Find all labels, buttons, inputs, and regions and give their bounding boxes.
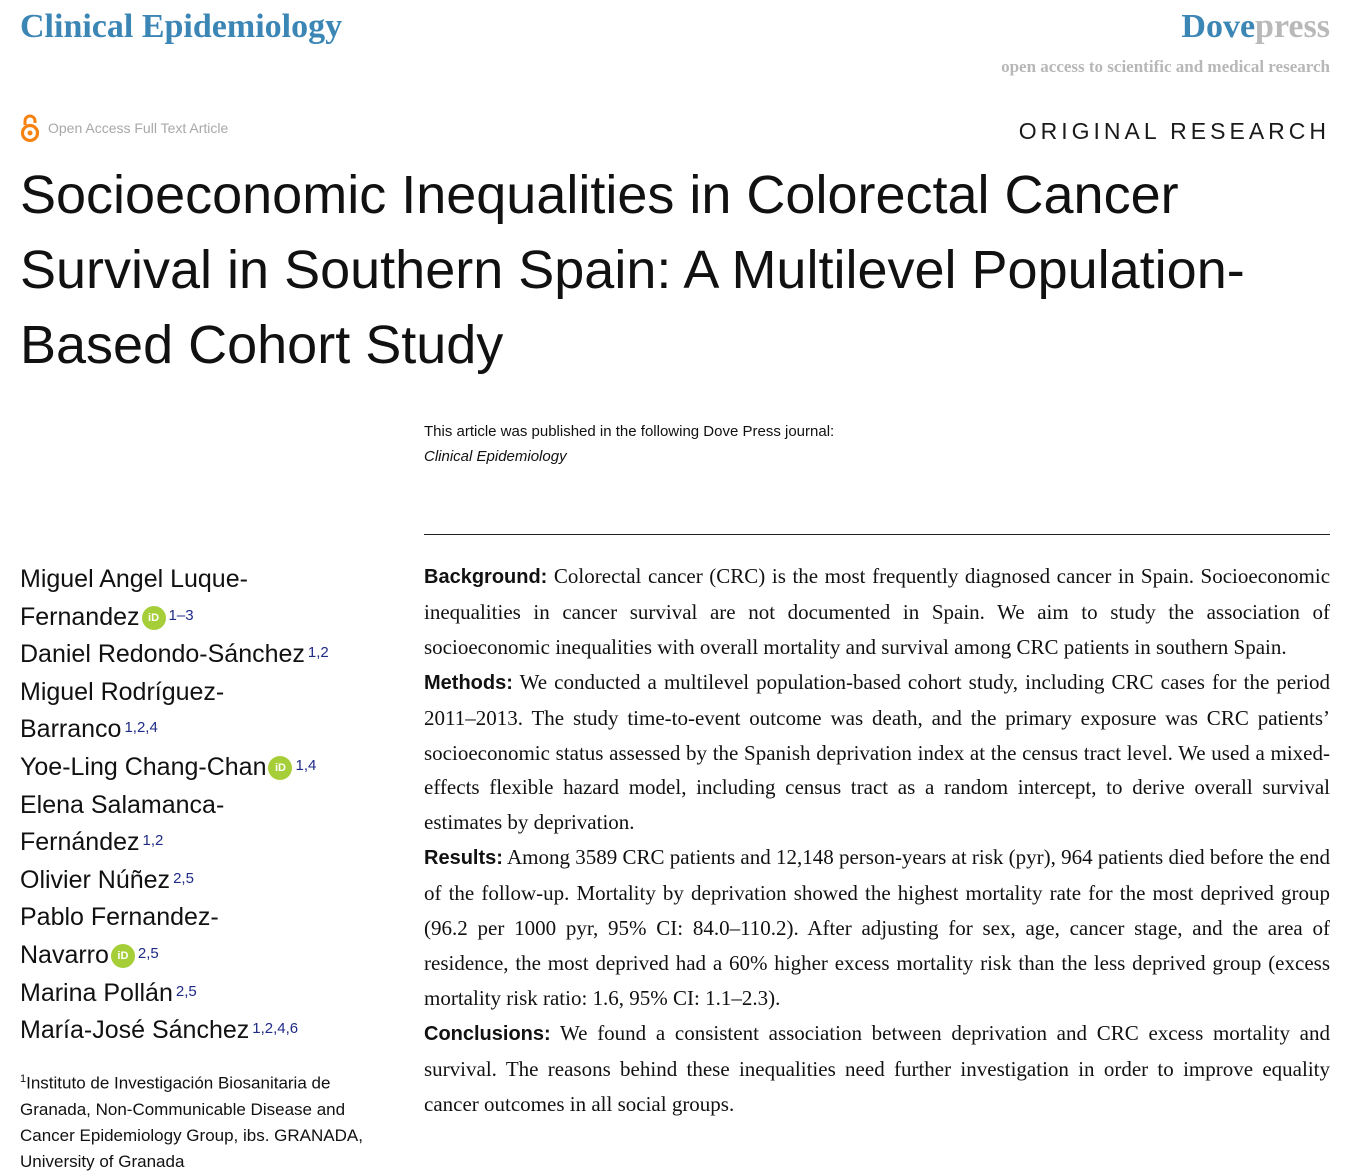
affiliation-marker: 1,4	[295, 756, 317, 774]
affiliation-marker: 2,5	[173, 869, 194, 887]
open-access-label: Open Access Full Text Article	[48, 120, 229, 136]
abstract	[424, 559, 1330, 1122]
article-type: ORIGINAL RESEARCH	[1018, 118, 1330, 144]
author-8	[20, 975, 415, 1013]
affiliation-marker: 1,2,4	[124, 719, 158, 737]
author-name: Miguel Rodríguez-	[20, 677, 225, 706]
author-list	[20, 561, 415, 1050]
abstract-background	[424, 559, 1330, 665]
orcid-icon[interactable]: iD	[268, 756, 292, 780]
author-name: Elena Salamanca-	[20, 790, 225, 819]
orcid-icon[interactable]: iD	[111, 944, 135, 968]
publisher-tagline: open access to scientific and medical research	[1001, 57, 1330, 76]
author-name: Miguel Angel Luque-	[20, 565, 248, 593]
author-name: Fernandez	[20, 602, 140, 631]
affiliation-text	[20, 1066, 395, 1175]
open-access-badge	[20, 113, 228, 143]
abstract-results	[424, 840, 1330, 1016]
author-name: Pablo Fernandez-	[20, 903, 219, 932]
affiliation-number: 1	[20, 1073, 27, 1085]
abstract-text: We conducted a multilevel population-based cohort study, including CRC cases for the period 2011–2013. The study time-to-event outcome was death, and the primary exposure was CRC patients’ socioeconomic status assessed by the Spanish deprivation index at the census tract level. We used a mixed-effects flexible hazard model, including census tract as a random intercept, to derive overall survival estimates by deprivation.	[424, 669, 1331, 835]
publisher-press: press	[1255, 8, 1330, 45]
abstract-label: Methods:	[424, 671, 513, 694]
affiliation-marker: 1–3	[168, 606, 194, 624]
published-in-text: This article was published in the following Dove Press journal:	[424, 423, 835, 440]
author-4	[20, 749, 415, 787]
article-title: Socioeconomic Inequalities in Colorectal Cancer Survival in Southern Spain: A Multilevel Population-Based Cohort Study	[20, 165, 1245, 375]
abstract-label: Background:	[424, 566, 548, 588]
affiliation-marker: 1,2	[307, 644, 329, 662]
publisher-logo	[1181, 8, 1330, 46]
abstract-text: We found a consistent association between deprivation and CRC excess mortality and survival. The reasons behind these inequalities need further investigation in order to improve equality cancer outcomes in all social groups.	[424, 1020, 1330, 1116]
orcid-icon[interactable]: iD	[142, 606, 166, 630]
author-name: Navarro	[20, 940, 109, 969]
author-2	[20, 636, 415, 674]
author-6	[20, 862, 415, 900]
author-5	[20, 787, 415, 862]
abstract-text: Among 3589 CRC patients and 12,148 person-years at risk (pyr), 964 patients died before the end of the follow-up. Mortality by deprivation showed the highest mortality rate for the most deprived group (96.2 per 1000 pyr, 95% CI: 84.0–110.2). After adjusting for sex, age, cancer stage, and the area of residence, the most deprived had a 60% higher excess mortality risk than the less deprived group (excess mortality risk ratio: 1.6, 95% CI: 1.1–2.3).	[424, 845, 1330, 1010]
abstract-conclusions	[424, 1016, 1330, 1122]
author-7	[20, 899, 415, 974]
journal-italic: Clinical Epidemiology	[424, 448, 567, 465]
author-name: Yoe-Ling Chang-Chan	[20, 752, 267, 781]
affiliation-marker: 2,5	[175, 982, 197, 1000]
open-access-icon	[20, 113, 40, 143]
abstract-methods	[424, 665, 1330, 841]
affiliation-body: Instituto de Investigación Biosanitaria de Granada, Non-Communicable Disease and Cancer Epidemiology Group, ibs. GRANADA, University of Granada	[20, 1073, 363, 1171]
author-9	[20, 1012, 415, 1050]
author-name: Daniel Redondo-Sánchez	[20, 640, 305, 669]
author-3	[20, 674, 415, 749]
divider	[424, 534, 1330, 535]
author-name: Barranco	[20, 715, 122, 744]
publication-notice	[424, 419, 834, 469]
author-name: Marina Pollán	[20, 978, 173, 1007]
affiliation-marker: 1,2	[142, 832, 164, 850]
abstract-text: Colorectal cancer (CRC) is the most frequently diagnosed cancer in Spain. Socioeconomic inequalities in cancer survival are not documented in Spain. We aim to study the association of socioeconomic inequalities with overall mortality and survival among CRC patients in southern Spain.	[424, 564, 1331, 659]
abstract-label: Results:	[424, 847, 503, 870]
author-1	[20, 561, 415, 636]
affiliation-marker: 2,5	[137, 944, 159, 962]
journal-name: Clinical Epidemiology	[20, 8, 343, 45]
author-name: María-José Sánchez	[20, 1016, 250, 1045]
affiliation-marker: 1,2,4,6	[252, 1020, 299, 1038]
publisher-dove: Dove	[1181, 8, 1256, 45]
author-name: Olivier Núñez	[20, 865, 171, 894]
abstract-label: Conclusions:	[424, 1022, 551, 1045]
author-name: Fernández	[20, 828, 140, 857]
